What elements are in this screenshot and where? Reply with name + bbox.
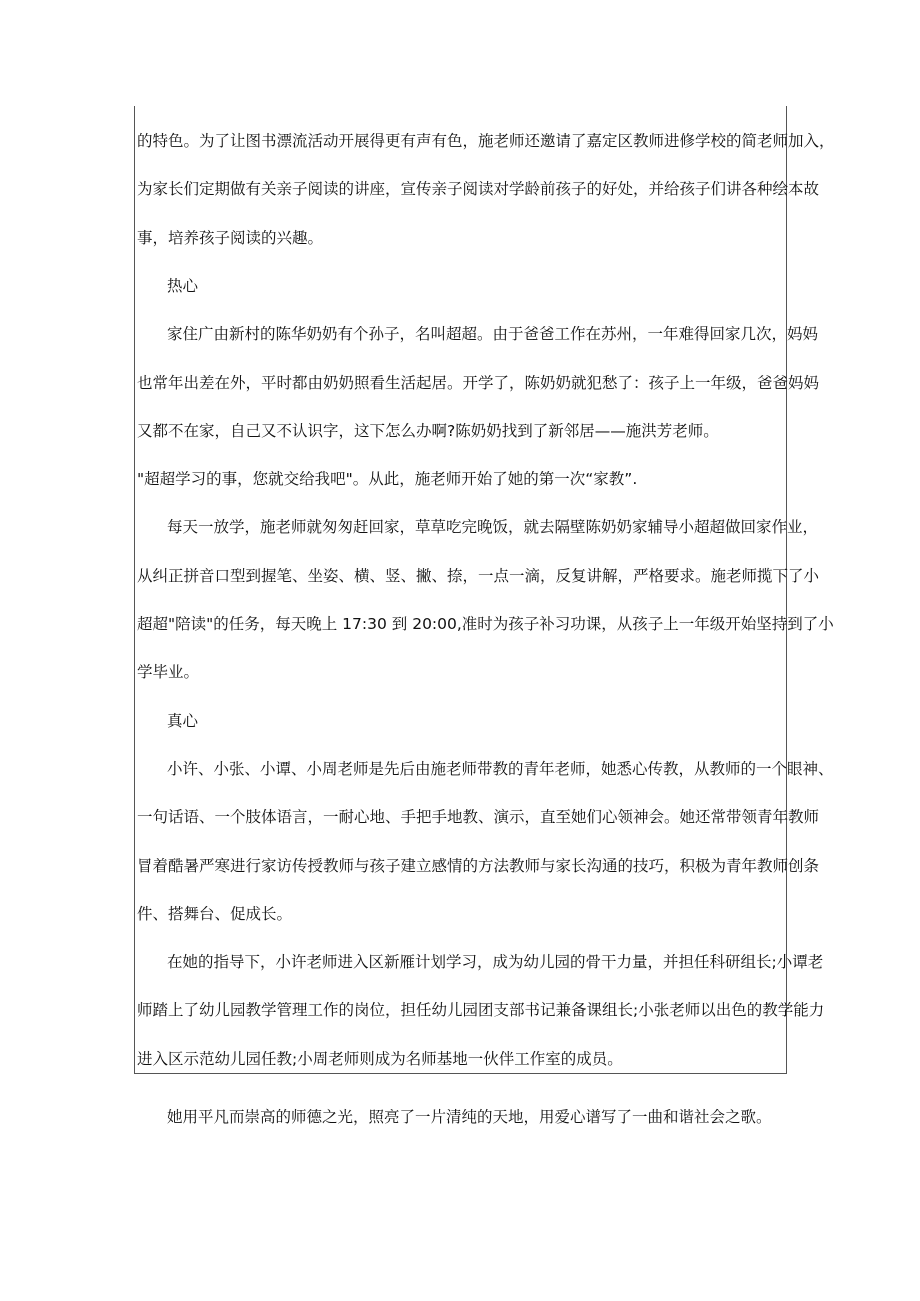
body-line: 每天一放学，施老师就匆匆赶回家，草草吃完晚饭，就去隔壁陈奶奶家辅导小超超做回家作业， [167, 518, 819, 536]
body-line: 一句话语、一个肢体语言，一耐心地、手把手地教、演示，直至她们心领神会。她还常带领青年教师 [137, 808, 820, 826]
body-line: 家住广由新村的陈华奶奶有个孙子，名叫超超。由于爸爸工作在苏州，一年难得回家几次，妈妈 [167, 325, 819, 343]
section-heading: 真心 [167, 712, 199, 730]
body-line: 小许、小张、小谭、小周老师是先后由施老师带教的青年老师，她悉心传教，从教师的一个眼神、 [167, 760, 834, 778]
body-line: 在她的指导下，小许老师进入区新雁计划学习，成为幼儿园的骨干力量，并担任科研组长;小谭老 [167, 953, 824, 971]
body-line: 件、搭舞台、促成长。 [137, 905, 293, 923]
document-table-frame [134, 106, 787, 1074]
body-line: "超超学习的事，您就交给我吧"。从此，施老师开始了她的第一次“家教”. [137, 470, 638, 488]
body-line: 超超"陪读"的任务，每天晚上 17:30 到 20:00,准时为孩子补习功课，从孩子上一年级开始坚持到了小 [137, 615, 834, 633]
body-line: 的特色。为了让图书漂流活动开展得更有声有色，施老师还邀请了嘉定区教师进修学校的简老师加入， [137, 132, 835, 150]
body-line: 又都不在家，自己又不认识字，这下怎么办啊?陈奶奶找到了新邻居——施洪芳老师。 [137, 422, 719, 440]
body-line: 学毕业。 [137, 663, 200, 681]
body-line: 也常年出差在外，平时都由奶奶照看生活起居。开学了，陈奶奶就犯愁了：孩子上一年级，爸爸妈妈 [137, 374, 820, 392]
closing-paragraph: 她用平凡而崇高的师德之光，照亮了一片清纯的天地，用爱心谱写了一曲和谐社会之歌。 [167, 1108, 772, 1126]
body-line: 从纠正拼音口型到握笔、坐姿、横、竖、撇、捺，一点一滴，反复讲解，严格要求。施老师揽下了小 [137, 567, 820, 585]
section-heading: 热心 [167, 277, 199, 295]
body-line: 为家长们定期做有关亲子阅读的讲座，宣传亲子阅读对学龄前孩子的好处，并给孩子们讲各种绘本故 [137, 180, 820, 198]
body-line: 冒着酷暑严寒进行家访传授教师与孩子建立感情的方法教师与家长沟通的技巧，积极为青年教师创条 [137, 857, 820, 875]
body-line: 进入区示范幼儿园任教;小周老师则成为名师基地一伙伴工作室的成员。 [137, 1050, 623, 1068]
body-line: 师踏上了幼儿园教学管理工作的岗位，担任幼儿园团支部书记兼备课组长;小张老师以出色的教学能力 [137, 1001, 825, 1019]
body-line: 事，培养孩子阅读的兴趣。 [137, 229, 324, 247]
